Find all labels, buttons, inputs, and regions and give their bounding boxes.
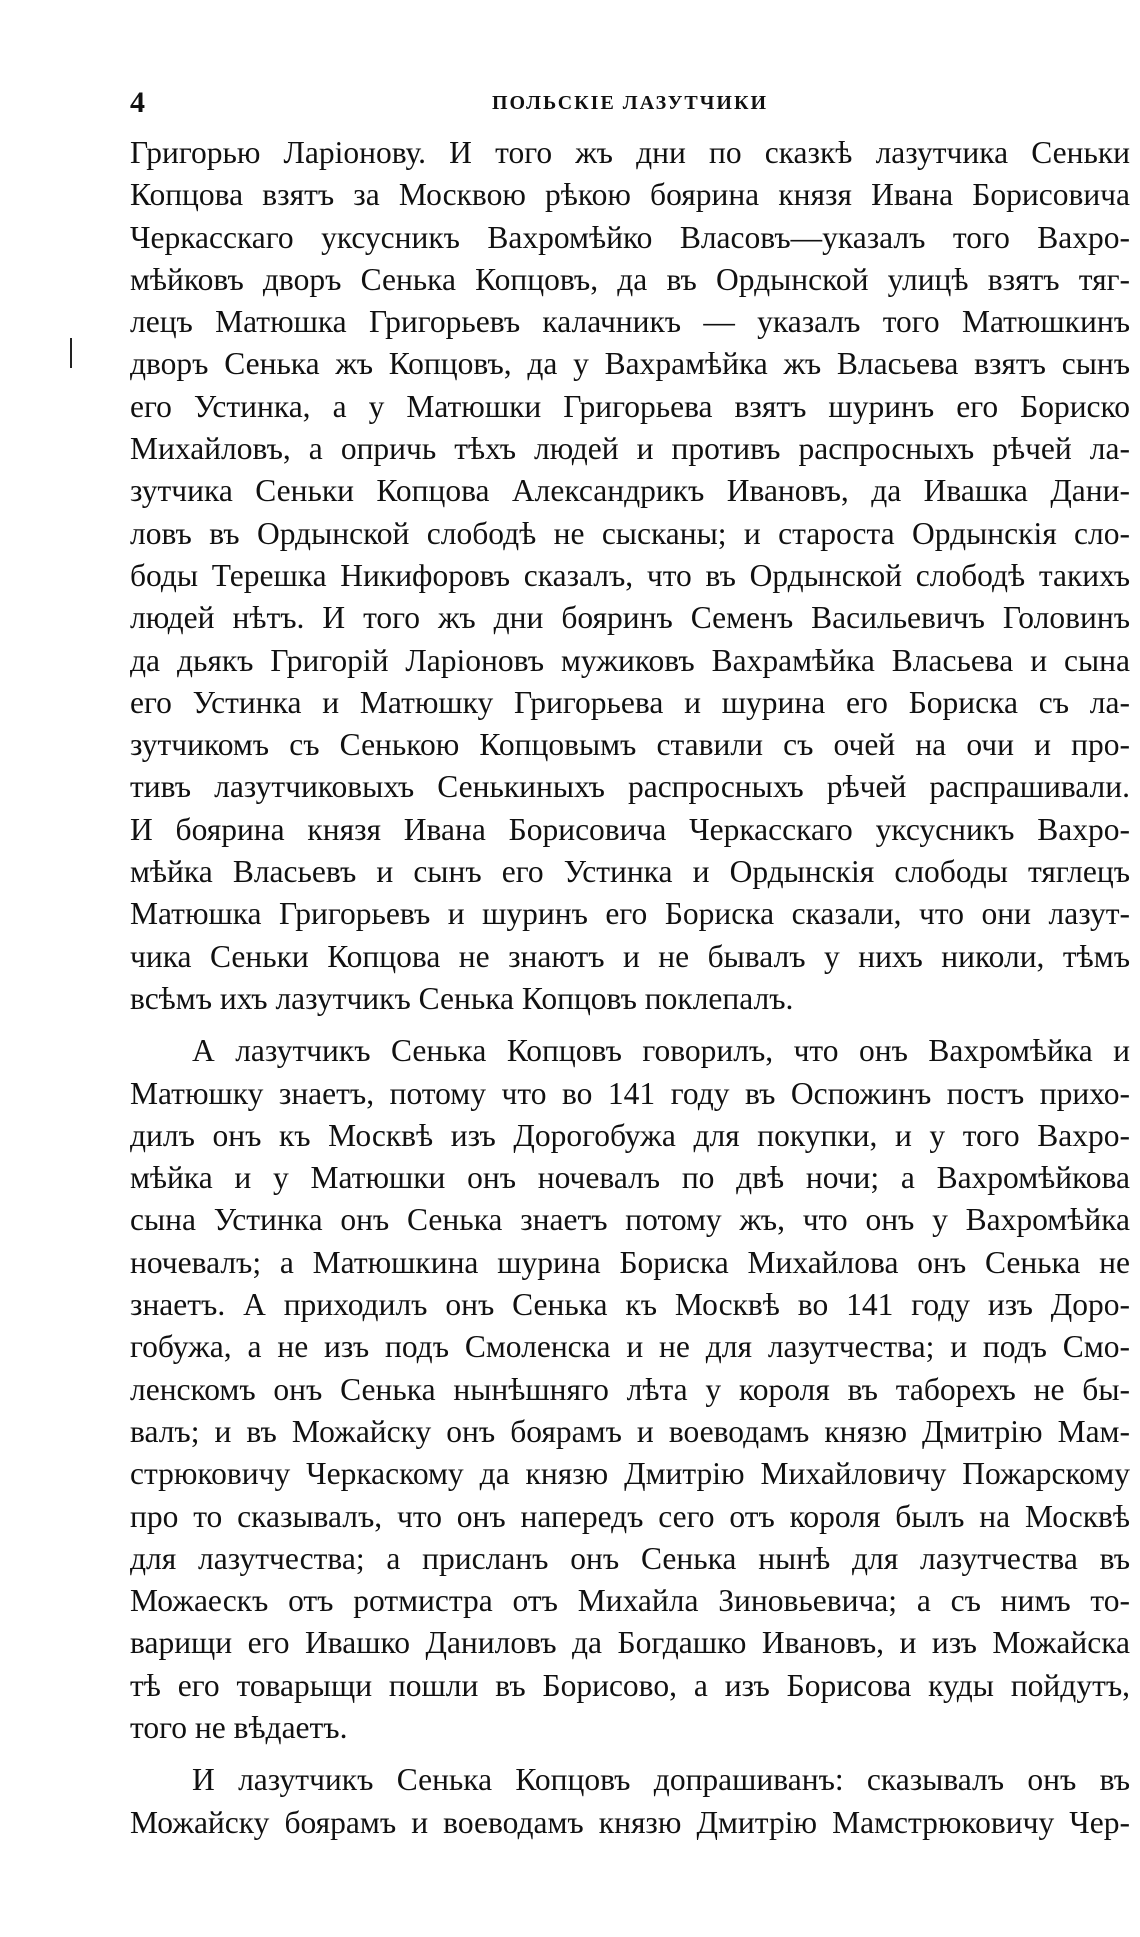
- text-line: того не вѣдаетъ.: [130, 1709, 348, 1745]
- text-line: Можайску боярамъ и воеводамъ князю Дмитрію Мамстрюковичу Чер-: [130, 1804, 1130, 1840]
- text-line: И лазутчикъ Сенька Копцовъ допрашиванъ: сказывалъ онъ въ: [192, 1762, 1130, 1798]
- text-line: тивъ лазутчиковыхъ Сенькиныхъ распросныхъ рѣчей распрашивали.: [130, 769, 1130, 805]
- text-line: дворъ Сенька жъ Копцовъ, да у Вахрамѣйка жъ Власьева взятъ сынъ: [130, 346, 1130, 382]
- running-title: ПОЛЬСКІЕ ЛАЗУТЧИКИ: [491, 92, 769, 114]
- text-line: да дьякъ Григорій Ларіоновъ мужиковъ Вахрамѣйка Власьева и сына: [130, 642, 1130, 678]
- text-line: боды Терешка Никифоровъ сказалъ, что въ Ордынской слободѣ такихъ: [130, 557, 1130, 593]
- text-line: Копцова взятъ за Москвою рѣкою боярина князя Ивана Борисовича: [130, 177, 1130, 213]
- paragraph-2: [130, 1030, 1130, 1749]
- book-page: [130, 70, 1130, 1844]
- text-line: его Устинка, а у Матюшки Григорьева взятъ шуринъ его Бориско: [130, 388, 1130, 424]
- text-line: зутчика Сеньки Копцова Александрикъ Ивановъ, да Ивашка Дани-: [130, 473, 1130, 509]
- text-line: тѣ его товарыщи пошли въ Борисово, а изъ Борисова куды пойдутъ,: [130, 1667, 1130, 1703]
- text-line: варищи его Ивашко Даниловъ да Богдашко Ивановъ, и изъ Можайска: [130, 1625, 1130, 1661]
- text-line: Матюшку знаетъ, потому что во 141 году въ Оспожинъ постъ прихо-: [130, 1075, 1130, 1111]
- text-line: знаетъ. А приходилъ онъ Сенька къ Москвѣ во 141 году изъ Доро-: [130, 1287, 1130, 1323]
- text-line: зутчикомъ съ Сенькою Копцовымъ ставили съ очей на очи и про-: [130, 727, 1130, 763]
- text-line: мѣйка и у Матюшки онъ ночевалъ по двѣ ночи; а Вахромѣйкова: [130, 1160, 1130, 1196]
- text-line: И боярина князя Ивана Борисовича Черкасскаго уксусникъ Вахро-: [130, 811, 1130, 847]
- page-number: 4: [130, 86, 145, 119]
- text-line: мѣйковъ дворъ Сенька Копцовъ, да въ Ордынской улицѣ взятъ тяг-: [130, 261, 1130, 297]
- text-line: лецъ Матюшка Григорьевъ калачникъ — указалъ того Матюшкинъ: [130, 304, 1130, 340]
- text-line: валъ; и въ Можайску онъ боярамъ и воеводамъ князю Дмитрію Мам-: [130, 1413, 1130, 1449]
- text-line: мѣйка Власьевъ и сынъ его Устинка и Ордынскія слободы тяглецъ: [130, 854, 1130, 890]
- text-line: чика Сеньки Копцова не знаютъ и не бывалъ у нихъ николи, тѣмъ: [130, 938, 1130, 974]
- text-line: Черкасскаго уксусникъ Вахромѣйко Власовъ—указалъ того Вахро-: [130, 219, 1130, 255]
- running-head: [130, 70, 1130, 130]
- paragraph-3: [130, 1759, 1130, 1844]
- page-body: [130, 132, 1130, 1844]
- text-line: ночевалъ; а Матюшкина шурина Бориска Михайлова онъ Сенька не: [130, 1244, 1130, 1280]
- text-line: Михайловъ, а опричь тѣхъ людей и противъ распросныхъ рѣчей ла-: [130, 431, 1130, 467]
- text-line: А лазутчикъ Сенька Копцовъ говорилъ, что онъ Вахромѣйка и: [192, 1033, 1130, 1069]
- text-line: сына Устинка онъ Сенька знаетъ потому жъ, что онъ у Вахромѣйка: [130, 1202, 1130, 1238]
- text-line: про то сказывалъ, что онъ напередъ сего отъ короля былъ на Москвѣ: [130, 1498, 1130, 1534]
- text-line: Матюшка Григорьевъ и шуринъ его Бориска сказали, что они лазут-: [130, 896, 1130, 932]
- text-line: людей нѣтъ. И того жъ дни бояринъ Семенъ Васильевичъ Головинъ: [130, 600, 1130, 636]
- text-line: дилъ онъ къ Москвѣ изъ Дорогобужа для покупки, и у того Вахро-: [130, 1117, 1130, 1153]
- text-line: ловъ въ Ордынской слободѣ не сысканы; и староста Ордынскія сло-: [130, 515, 1130, 551]
- text-line: Григорью Ларіонову. И того жъ дни по сказкѣ лазутчика Сеньки: [130, 135, 1130, 170]
- text-line: его Устинка и Матюшку Григорьева и шурина его Бориска съ ла-: [130, 684, 1130, 720]
- text-line: Можаескъ отъ ротмистра отъ Михайла Зиновьевича; а съ нимъ то-: [130, 1583, 1130, 1619]
- text-line: стрюковичу Черкаскому да князю Дмитрію Михайловичу Пожарскому: [130, 1456, 1130, 1492]
- text-line: ленскомъ онъ Сенька нынѣшняго лѣта у короля въ таборехъ не бы-: [130, 1371, 1130, 1407]
- text-line: гобужа, а не изъ подъ Смоленска и не для лазутчества; и подъ Смо-: [130, 1329, 1130, 1365]
- paragraph-1: [130, 132, 1130, 1020]
- text-line: для лазутчества; а присланъ онъ Сенька нынѣ для лазутчества въ: [130, 1540, 1130, 1576]
- margin-pencil-mark: [70, 338, 72, 368]
- text-line: всѣмъ ихъ лазутчикъ Сенька Копцовъ поклепалъ.: [130, 980, 794, 1016]
